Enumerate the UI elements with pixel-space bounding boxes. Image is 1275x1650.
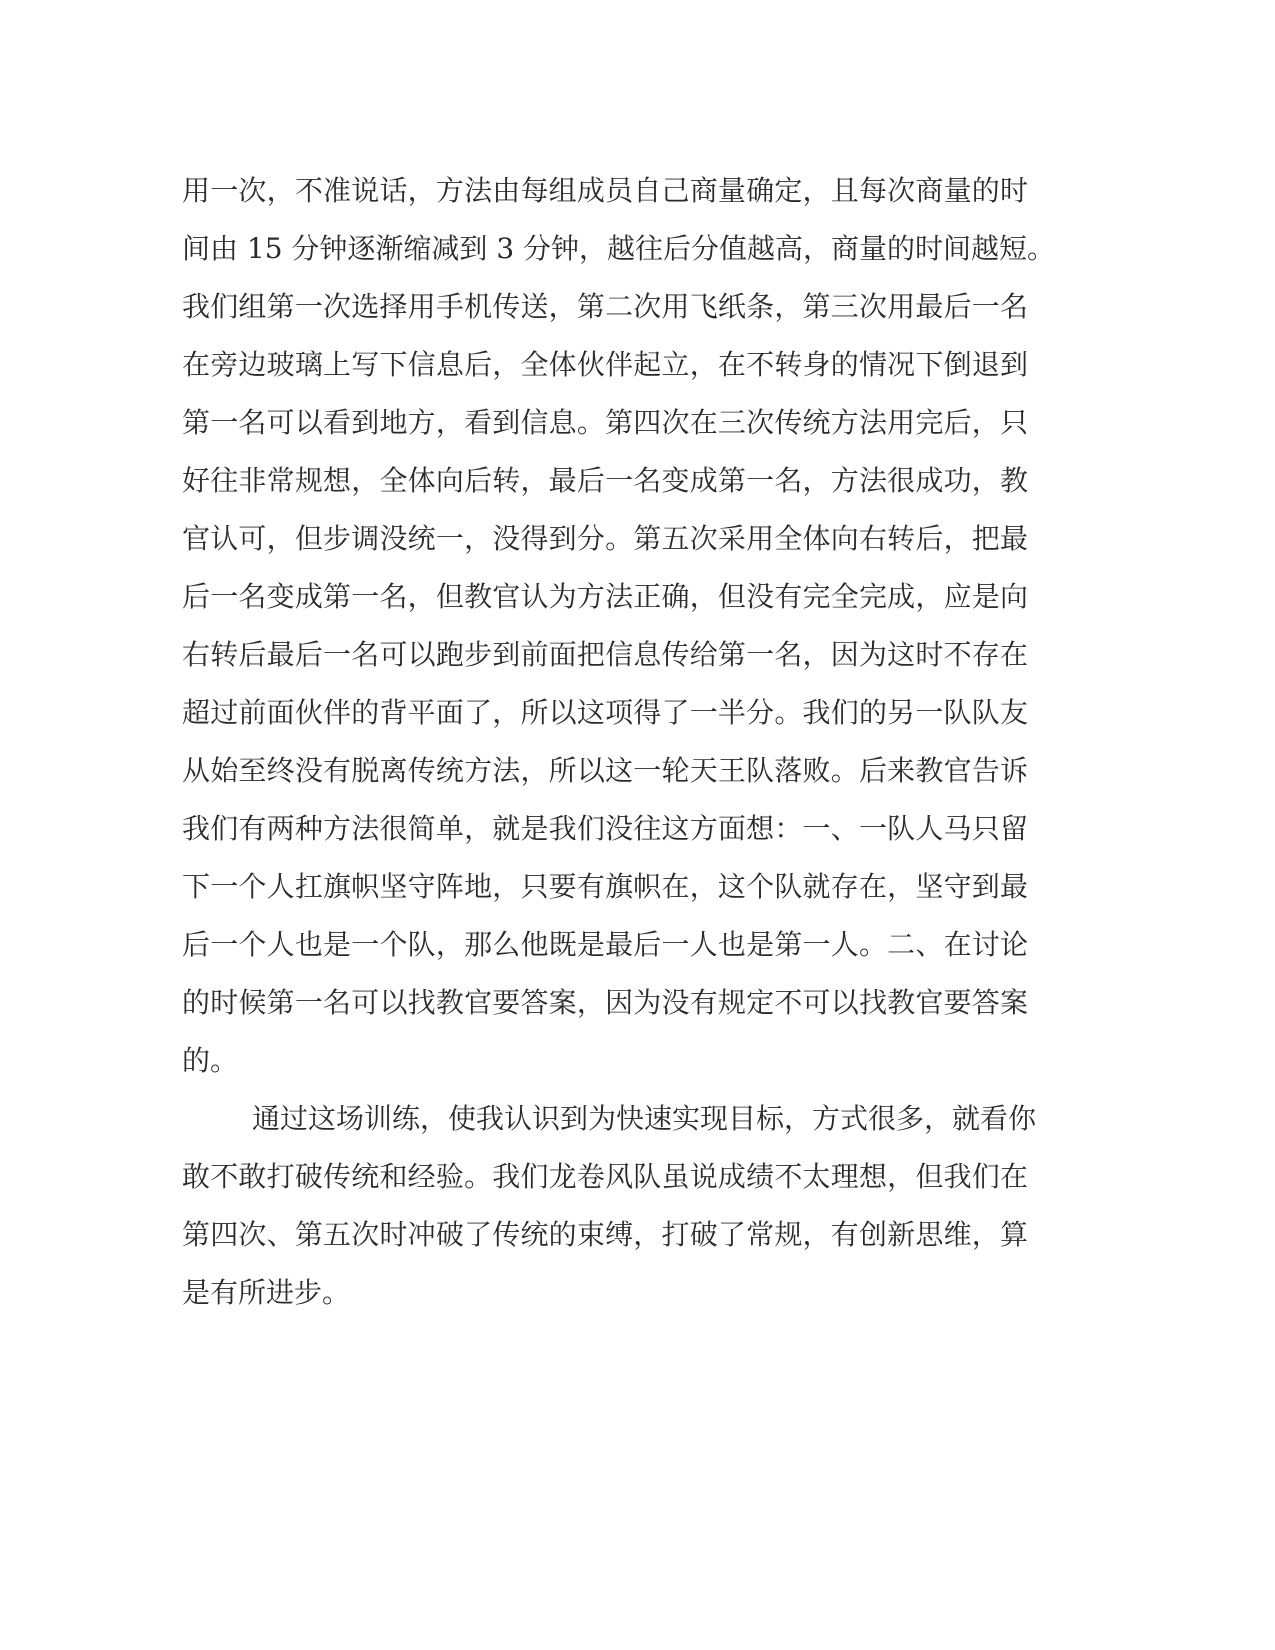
- text-line: 第一名可以看到地方，看到信息。第四次在三次传统方法用完后，只: [182, 406, 1028, 439]
- text-line: 我们有两种方法很简单，就是我们没往这方面想：一、一队人马只留: [182, 812, 1028, 845]
- text-line: 后一名变成第一名，但教官认为方法正确，但没有完全完成，应是向: [182, 580, 1028, 613]
- text-line: 的。: [182, 1044, 239, 1077]
- body-text: [182, 162, 1056, 1322]
- text-line: 的时候第一名可以找教官要答案，因为没有规定不可以找教官要答案: [182, 986, 1028, 1019]
- text-line: 我们组第一次选择用手机传送，第二次用飞纸条，第三次用最后一名: [182, 290, 1028, 323]
- paragraph-2: [182, 1090, 1037, 1322]
- text-line: 通过这场训练，使我认识到为快速实现目标，方式很多，就看你: [252, 1102, 1037, 1135]
- text-line: 敢不敢打破传统和经验。我们龙卷风队虽说成绩不太理想，但我们在: [182, 1160, 1028, 1193]
- text-line: 第四次、第五次时冲破了传统的束缚，打破了常规，有创新思维，算: [182, 1218, 1028, 1251]
- text-line: 间由 15 分钟逐渐缩减到 3 分钟，越往后分值越高，商量的时间越短。: [182, 232, 1056, 265]
- paragraph-1: [182, 162, 1056, 1090]
- text-line: 官认可，但步调没统一，没得到分。第五次采用全体向右转后，把最: [182, 522, 1028, 555]
- text-line: 从始至终没有脱离传统方法，所以这一轮天王队落败。后来教官告诉: [182, 754, 1028, 787]
- text-line: 右转后最后一名可以跑步到前面把信息传给第一名，因为这时不存在: [182, 638, 1028, 671]
- text-line: 用一次，不准说话，方法由每组成员自己商量确定，且每次商量的时: [182, 174, 1028, 207]
- text-line: 后一个人也是一个队，那么他既是最后一人也是第一人。二、在讨论: [182, 928, 1028, 961]
- text-line: 是有所进步。: [182, 1276, 351, 1309]
- text-line: 下一个人扛旗帜坚守阵地，只要有旗帜在，这个队就存在，坚守到最: [182, 870, 1028, 903]
- text-line: 好往非常规想，全体向后转，最后一名变成第一名，方法很成功，教: [182, 464, 1028, 497]
- text-line: 在旁边玻璃上写下信息后，全体伙伴起立，在不转身的情况下倒退到: [182, 348, 1028, 381]
- text-line: 超过前面伙伴的背平面了，所以这项得了一半分。我们的另一队队友: [182, 696, 1028, 729]
